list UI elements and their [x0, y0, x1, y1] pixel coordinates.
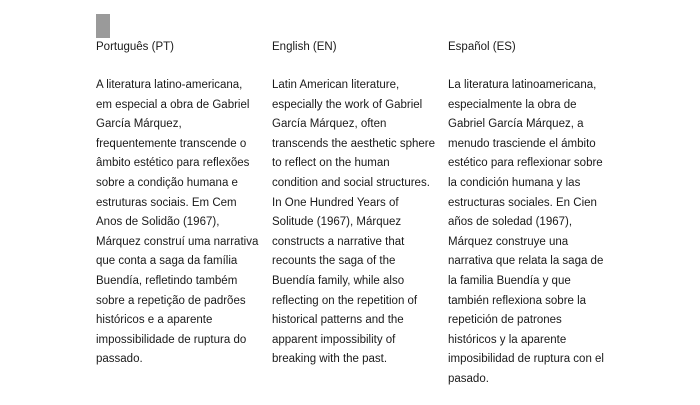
language-columns: [96, 40, 656, 390]
column-body-text: La literatura latinoamericana, especialmente la obra de Gabriel García Márquez, a menudo trasciende el ámbito estético para reflexionar sobre la condición humana y las estructuras sociales. En Cien años de soledad (1967), Márquez construye una narrativa que relata la saga de la familia Buendía y que también reflexiona sobre la repetición de patrones históricos y la aparente imposibilidad de ruptura con el pasado.: [448, 79, 604, 385]
column-heading: English (EN): [272, 41, 337, 53]
language-column-es: [448, 40, 624, 390]
section-marker-icon: [96, 14, 110, 38]
language-column-en: [272, 40, 448, 390]
column-body-text: A literatura latino-americana, em especial a obra de Gabriel García Márquez, frequentemente transcende o âmbito estético para reflexões sobre a condição humana e estruturas sociais. Em Cem Anos de Solidão (1967), Márquez construí uma narrativa que conta a saga da família Buendía, refletindo também sobre a repetição de padrões históricos e a aparente impossibilidade de ruptura do passado.: [96, 79, 259, 366]
column-heading: Português (PT): [96, 41, 174, 53]
column-heading: Español (ES): [448, 41, 516, 53]
column-body-text: Latin American literature, especially the work of Gabriel García Márquez, often transcends the aesthetic sphere to reflect on the human condition and social structures. In One Hundred Years of Solitude (1967), Márquez constructs a narrative that recounts the saga of the Buendía family, while also reflecting on the repetition of historical patterns and the apparent impossibility of breaking with the past.: [272, 79, 436, 366]
language-column-pt: [96, 40, 272, 390]
